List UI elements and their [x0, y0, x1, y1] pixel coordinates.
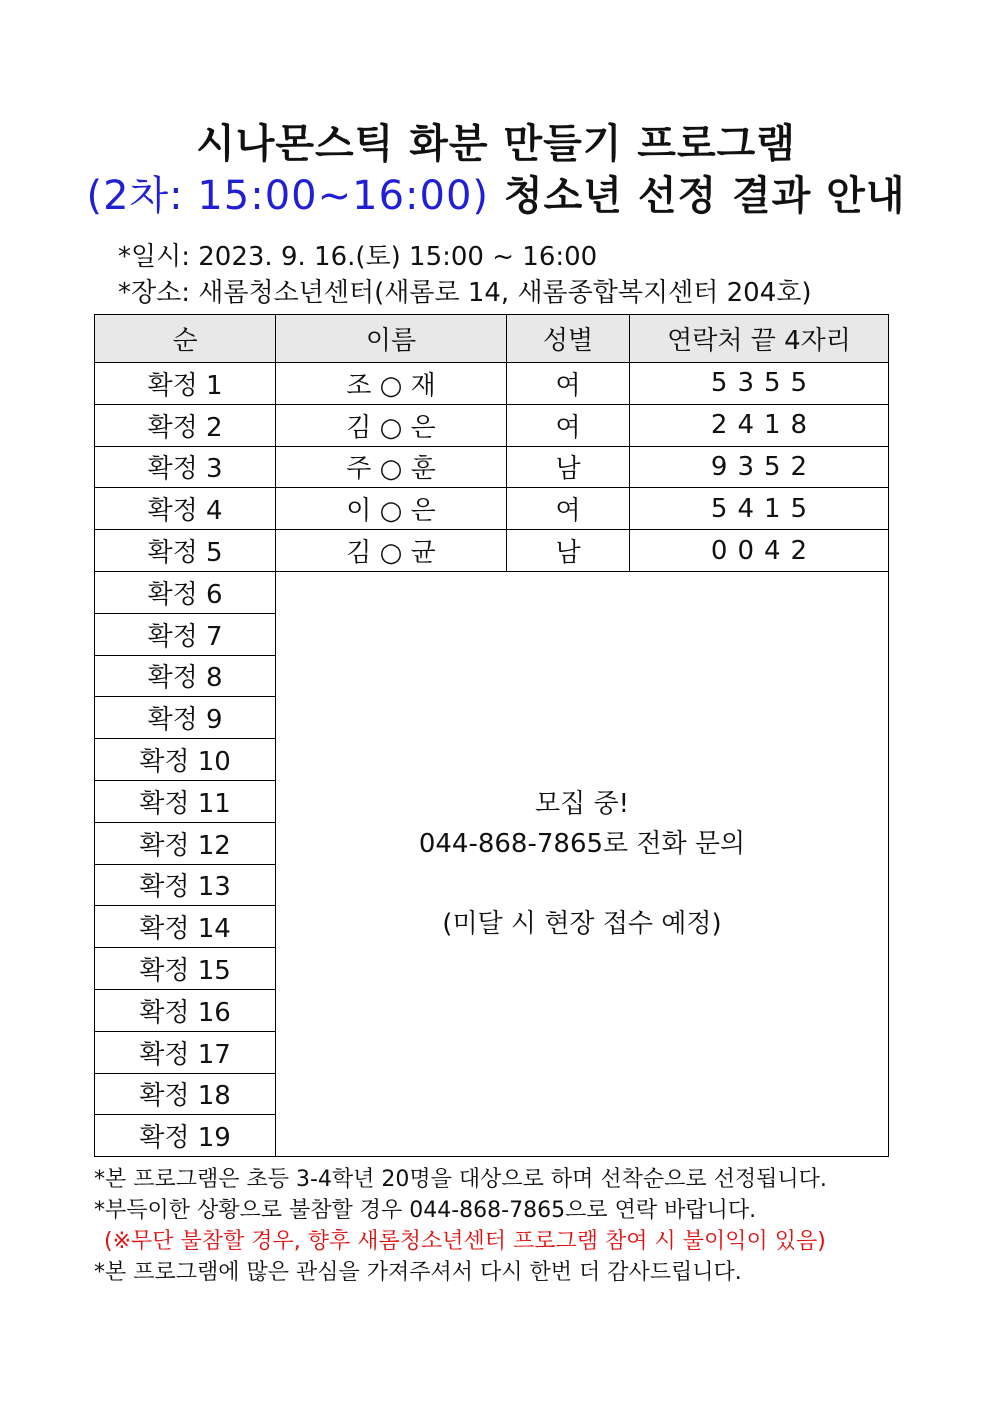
order-cell: 확정 4 — [95, 488, 276, 530]
phone-cell: 2418 — [630, 404, 889, 446]
phone-cell: 5355 — [630, 363, 889, 405]
event-date: *일시: 2023. 9. 16.(토) 15:00 ~ 16:00 — [118, 242, 598, 272]
gender-cell: 남 — [507, 530, 630, 572]
result-table — [94, 314, 889, 1157]
order-cell: 확정 10 — [95, 739, 276, 781]
recruiting-onsite-note: (미달 시 현장 접수 예정) — [442, 909, 722, 940]
table-row — [95, 446, 889, 488]
order-cell: 확정 1 — [95, 363, 276, 405]
recruiting-status: 모집 중! — [534, 788, 630, 819]
table-row — [95, 571, 889, 613]
order-cell: 확정 19 — [95, 1115, 276, 1157]
order-cell: 확정 2 — [95, 404, 276, 446]
note-penalty-warning: (※무단 불참할 경우, 향후 새롬청소년센터 프로그램 참여 시 불이익이 있음) — [104, 1229, 826, 1254]
order-cell: 확정 17 — [95, 1031, 276, 1073]
order-cell: 확정 6 — [95, 571, 276, 613]
gender-cell: 여 — [507, 488, 630, 530]
gender-cell: 여 — [507, 363, 630, 405]
header-order: 순 — [95, 315, 276, 363]
table-row — [95, 488, 889, 530]
order-cell: 확정 15 — [95, 948, 276, 990]
table-row — [95, 363, 889, 405]
order-cell: 확정 18 — [95, 1073, 276, 1115]
notes — [94, 1164, 827, 1288]
order-cell: 확정 16 — [95, 989, 276, 1031]
phone-cell: 0042 — [630, 530, 889, 572]
session-time: (2차: 15:00~16:00) — [86, 173, 490, 219]
note-absence-contact: *부득이한 상황으로 불참할 경우 044-868-7865으로 연락 바랍니다. — [94, 1198, 757, 1223]
event-place: *장소: 새롬청소년센터(새롬로 14, 새롬종합복지센터 204호) — [118, 278, 812, 308]
title-line1: 시나몬스틱 화분 만들기 프로그램 — [196, 121, 796, 167]
name-cell: 김 ○ 은 — [276, 404, 507, 446]
title-line2 — [0, 164, 992, 221]
recruiting-notice — [276, 571, 889, 1156]
note-thanks: *본 프로그램에 많은 관심을 가져주셔서 다시 한번 더 감사드립니다. — [94, 1260, 742, 1285]
name-cell: 이 ○ 은 — [276, 488, 507, 530]
name-cell: 주 ○ 훈 — [276, 446, 507, 488]
name-cell: 김 ○ 균 — [276, 530, 507, 572]
order-cell: 확정 13 — [95, 864, 276, 906]
header-phone: 연락처 끝 4자리 — [630, 315, 889, 363]
order-cell: 확정 5 — [95, 530, 276, 572]
note-target: *본 프로그램은 초등 3-4학년 20명을 대상으로 하며 선착순으로 선정됩니다. — [94, 1167, 827, 1192]
table-row — [95, 530, 889, 572]
gender-cell: 남 — [507, 446, 630, 488]
table-header-row — [95, 315, 889, 363]
header-gender: 성별 — [507, 315, 630, 363]
gender-cell: 여 — [507, 404, 630, 446]
title-subject: 청소년 선정 결과 안내 — [503, 173, 906, 219]
name-cell: 조 ○ 재 — [276, 363, 507, 405]
order-cell: 확정 14 — [95, 906, 276, 948]
recruiting-contact: 044-868-7865로 전화 문의 — [418, 828, 746, 859]
phone-cell: 9352 — [630, 446, 889, 488]
order-cell: 확정 8 — [95, 655, 276, 697]
header-name: 이름 — [276, 315, 507, 363]
order-cell: 확정 7 — [95, 613, 276, 655]
order-cell: 확정 12 — [95, 822, 276, 864]
order-cell: 확정 11 — [95, 780, 276, 822]
order-cell: 확정 3 — [95, 446, 276, 488]
table-row — [95, 404, 889, 446]
order-cell: 확정 9 — [95, 697, 276, 739]
phone-cell: 5415 — [630, 488, 889, 530]
